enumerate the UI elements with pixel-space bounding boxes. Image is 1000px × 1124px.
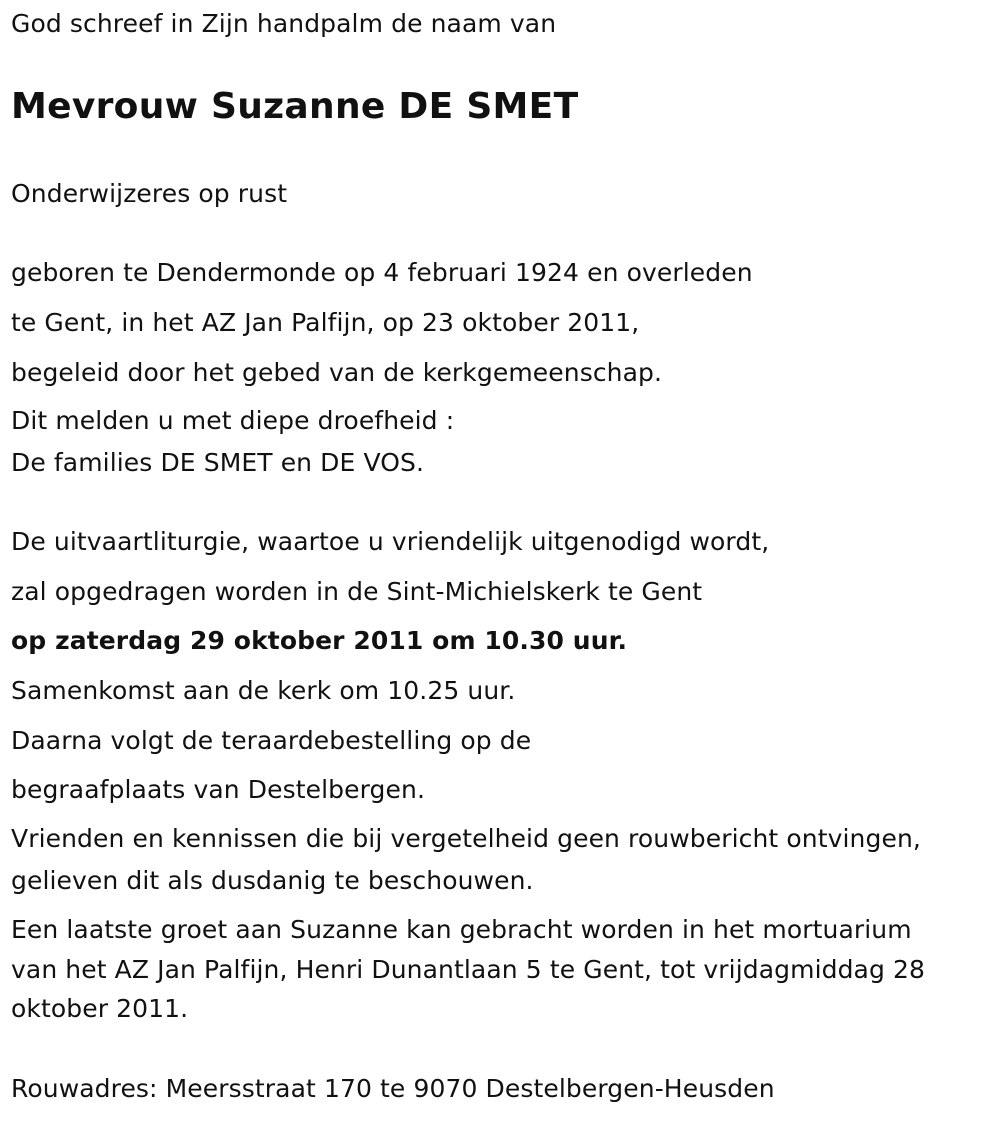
- farewell-line-2: van het AZ Jan Palfijn, Henri Dunantlaan 5 te Gent, tot vrijdagmiddag 28: [11, 955, 925, 984]
- liturgy-date: op zaterdag 29 oktober 2011 om 10.30 uur.: [11, 626, 628, 655]
- farewell-line-3: oktober 2011.: [11, 994, 189, 1023]
- burial-line-2: begraafplaats van Destelbergen.: [11, 775, 425, 804]
- birth-death-line-3: begeleid door het gebed van de kerkgemeenschap.: [11, 358, 663, 387]
- announcement-line-2: De families DE SMET en DE VOS.: [11, 448, 425, 477]
- mourning-address: Rouwadres: Meersstraat 170 te 9070 Destelbergen-Heusden: [11, 1074, 775, 1103]
- birth-death-line-1: geboren te Dendermonde op 4 februari 1924 en overleden: [11, 258, 753, 287]
- burial-line-1: Daarna volgt de teraardebestelling op de: [11, 726, 532, 755]
- liturgy-line-2: zal opgedragen worden in de Sint-Michielskerk te Gent: [11, 577, 703, 606]
- friends-line-1: Vrienden en kennissen die bij vergetelheid geen rouwbericht ontvingen,: [11, 824, 921, 853]
- birth-death-line-2: te Gent, in het AZ Jan Palfijn, op 23 oktober 2011,: [11, 308, 640, 337]
- liturgy-line-1: De uitvaartliturgie, waartoe u vriendelijk uitgenodigd wordt,: [11, 527, 770, 556]
- announcement-line-1: Dit melden u met diepe droefheid :: [11, 406, 455, 435]
- gathering-text: Samenkomst aan de kerk om 10.25 uur.: [11, 676, 516, 705]
- profession-text: Onderwijzeres op rust: [11, 179, 288, 208]
- deceased-name: Mevrouw Suzanne DE SMET: [11, 86, 579, 127]
- farewell-line-1: Een laatste groet aan Suzanne kan gebracht worden in het mortuarium: [11, 915, 912, 944]
- friends-line-2: gelieven dit als dusdanig te beschouwen.: [11, 866, 534, 895]
- intro-text: God schreef in Zijn handpalm de naam van: [11, 9, 557, 38]
